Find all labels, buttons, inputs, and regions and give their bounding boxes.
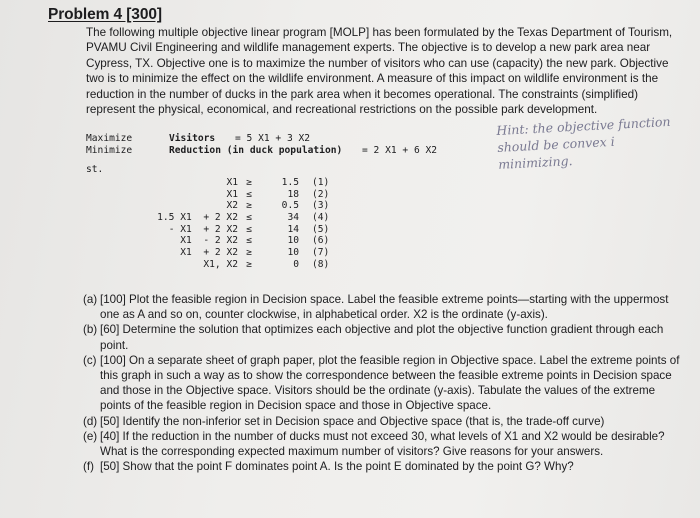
constraint-number: (6) <box>312 235 330 247</box>
constraint-row <box>150 200 350 212</box>
intro-paragraph <box>86 25 686 117</box>
constraint-rhs: 1.5 <box>281 177 299 188</box>
question-line: one as A and so on, counter clockwise, in alphabetical order. X2 is the ordinate (y-axis). <box>100 308 548 322</box>
minimize-label: Minimize <box>86 145 133 156</box>
constraint-row <box>150 212 350 224</box>
constraint-number: (4) <box>312 212 330 224</box>
question-line: and those in the Objective space. Visitors should be the ordinate (y-axis). Tabulate the values of the extreme <box>100 384 656 398</box>
constraint-relation: ≥ <box>246 258 252 270</box>
constraint-lhs: - X1 + 2 X2 <box>168 223 238 235</box>
constraint-lhs: X2 <box>226 200 238 212</box>
questions-list <box>83 292 686 474</box>
constraint-rhs: 34 <box>287 212 299 224</box>
constraint-relation: ≤ <box>246 212 252 224</box>
question-item <box>83 414 686 429</box>
constraint-number: (7) <box>312 247 330 259</box>
constraint-row <box>150 247 350 259</box>
question-line: points of the feasible region in Decision space and those in Objective space. <box>100 399 492 413</box>
constraint-relation: ≥ <box>246 200 252 212</box>
minimize-name: Reduction (in duck population) <box>169 145 343 156</box>
constraint-lhs: X1 + 2 X2 <box>180 247 238 259</box>
handwritten-line: Hint: the objective function <box>496 113 671 138</box>
minimize-expression: = 2 X1 + 6 X2 <box>362 145 438 156</box>
subject-to-label: st. <box>86 164 104 175</box>
question-line: [100] On a separate sheet of graph paper, plot the feasible region in Objective space. Label the extreme points of <box>100 353 680 367</box>
question-line: [60] Determine the solution that optimizes each objective and plot the objective function gradient through each <box>100 323 664 337</box>
intro-line: represent the physical, economical, and recreational restrictions on the possible park development. <box>86 103 598 117</box>
constraint-row <box>150 235 350 247</box>
maximize-expression: = 5 X1 + 3 X2 <box>235 133 311 144</box>
constraint-number: (1) <box>312 177 330 188</box>
question-label: (d) <box>83 414 98 428</box>
constraint-relation: ≥ <box>246 247 252 259</box>
constraint-lhs: X1 <box>226 188 238 200</box>
constraint-row <box>150 224 350 236</box>
intro-line: two is to minimize the effect on the wildlife environment. A measure of this impact on wildlife environment is the <box>86 72 659 86</box>
question-label: (b) <box>83 323 98 337</box>
question-item <box>83 322 686 352</box>
constraint-lhs: X1 - 2 X2 <box>180 235 238 247</box>
question-line: [40] If the reduction in the number of ducks must not exceed 30, what levels of X1 and X2 would be desirable? <box>100 429 665 443</box>
constraint-number: (8) <box>312 258 330 270</box>
constraint-relation: ≥ <box>246 177 252 188</box>
question-line: this graph in such a way as to show the correspondence between the feasible extreme points in Decision space <box>100 369 672 383</box>
question-line: [50] Show that the point F dominates point A. Is the point E dominated by the point G? Why? <box>100 460 574 474</box>
intro-line: PVAMU Civil Engineering and wildlife management experts. The objective is to develop a new park area near <box>86 41 651 55</box>
handwritten-note <box>496 112 688 173</box>
intro-line: Cypress, TX. Objective one is to maximize the number of visitors who can use (capacity) the new park. Objective <box>86 56 669 70</box>
constraint-relation: ≤ <box>246 223 252 235</box>
constraint-row <box>150 177 350 189</box>
question-line: [100] Plot the feasible region in Decision space. Label the feasible extreme points—starting with the uppermost <box>100 293 669 306</box>
constraint-lhs: X1, X2 <box>203 258 238 270</box>
question-label: (e) <box>83 429 98 443</box>
constraint-rhs: 10 <box>287 247 299 259</box>
constraint-rhs: 0.5 <box>281 200 299 212</box>
constraint-number: (2) <box>312 188 330 200</box>
handwritten-line: should be convex i <box>496 133 616 155</box>
constraint-rhs: 18 <box>287 188 299 200</box>
constraint-rhs: 0 <box>293 258 299 270</box>
constraint-rhs: 14 <box>287 223 299 235</box>
handwritten-line: minimizing. <box>497 153 573 172</box>
question-label: (f) <box>83 460 94 474</box>
problem-title: Problem 4 [300] <box>48 6 162 23</box>
constraints-table <box>150 177 350 271</box>
constraint-relation: ≤ <box>246 188 252 200</box>
constraint-row <box>150 259 350 271</box>
constraint-row <box>150 189 350 201</box>
question-item <box>83 292 686 322</box>
intro-line: The following multiple objective linear program [MOLP] has been formulated by the Texas Department of Tourism, <box>86 26 673 39</box>
constraint-number: (3) <box>312 200 330 212</box>
question-item <box>83 459 686 474</box>
constraint-number: (5) <box>312 223 330 235</box>
question-label: (c) <box>83 353 97 367</box>
maximize-label: Maximize <box>86 133 133 144</box>
intro-line: reduction in the number of ducks in the park area when it becomes operational. The constraints (simplified) <box>86 87 638 101</box>
constraint-lhs: 1.5 X1 + 2 X2 <box>157 212 238 224</box>
maximize-name: Visitors <box>169 133 216 144</box>
question-label: (a) <box>83 293 98 306</box>
question-line: What is the corresponding expected maximum number of visitors? Give reasons for your answers. <box>100 445 604 459</box>
question-item <box>83 353 686 414</box>
question-line: [50] Identify the non-inferior set in Decision space and Objective space (that is, the trade-off curve) <box>100 414 605 428</box>
constraint-rhs: 10 <box>287 235 299 247</box>
question-item <box>83 429 686 459</box>
constraint-relation: ≤ <box>246 235 252 247</box>
question-line: point. <box>100 338 129 352</box>
constraint-lhs: X1 <box>226 177 238 188</box>
